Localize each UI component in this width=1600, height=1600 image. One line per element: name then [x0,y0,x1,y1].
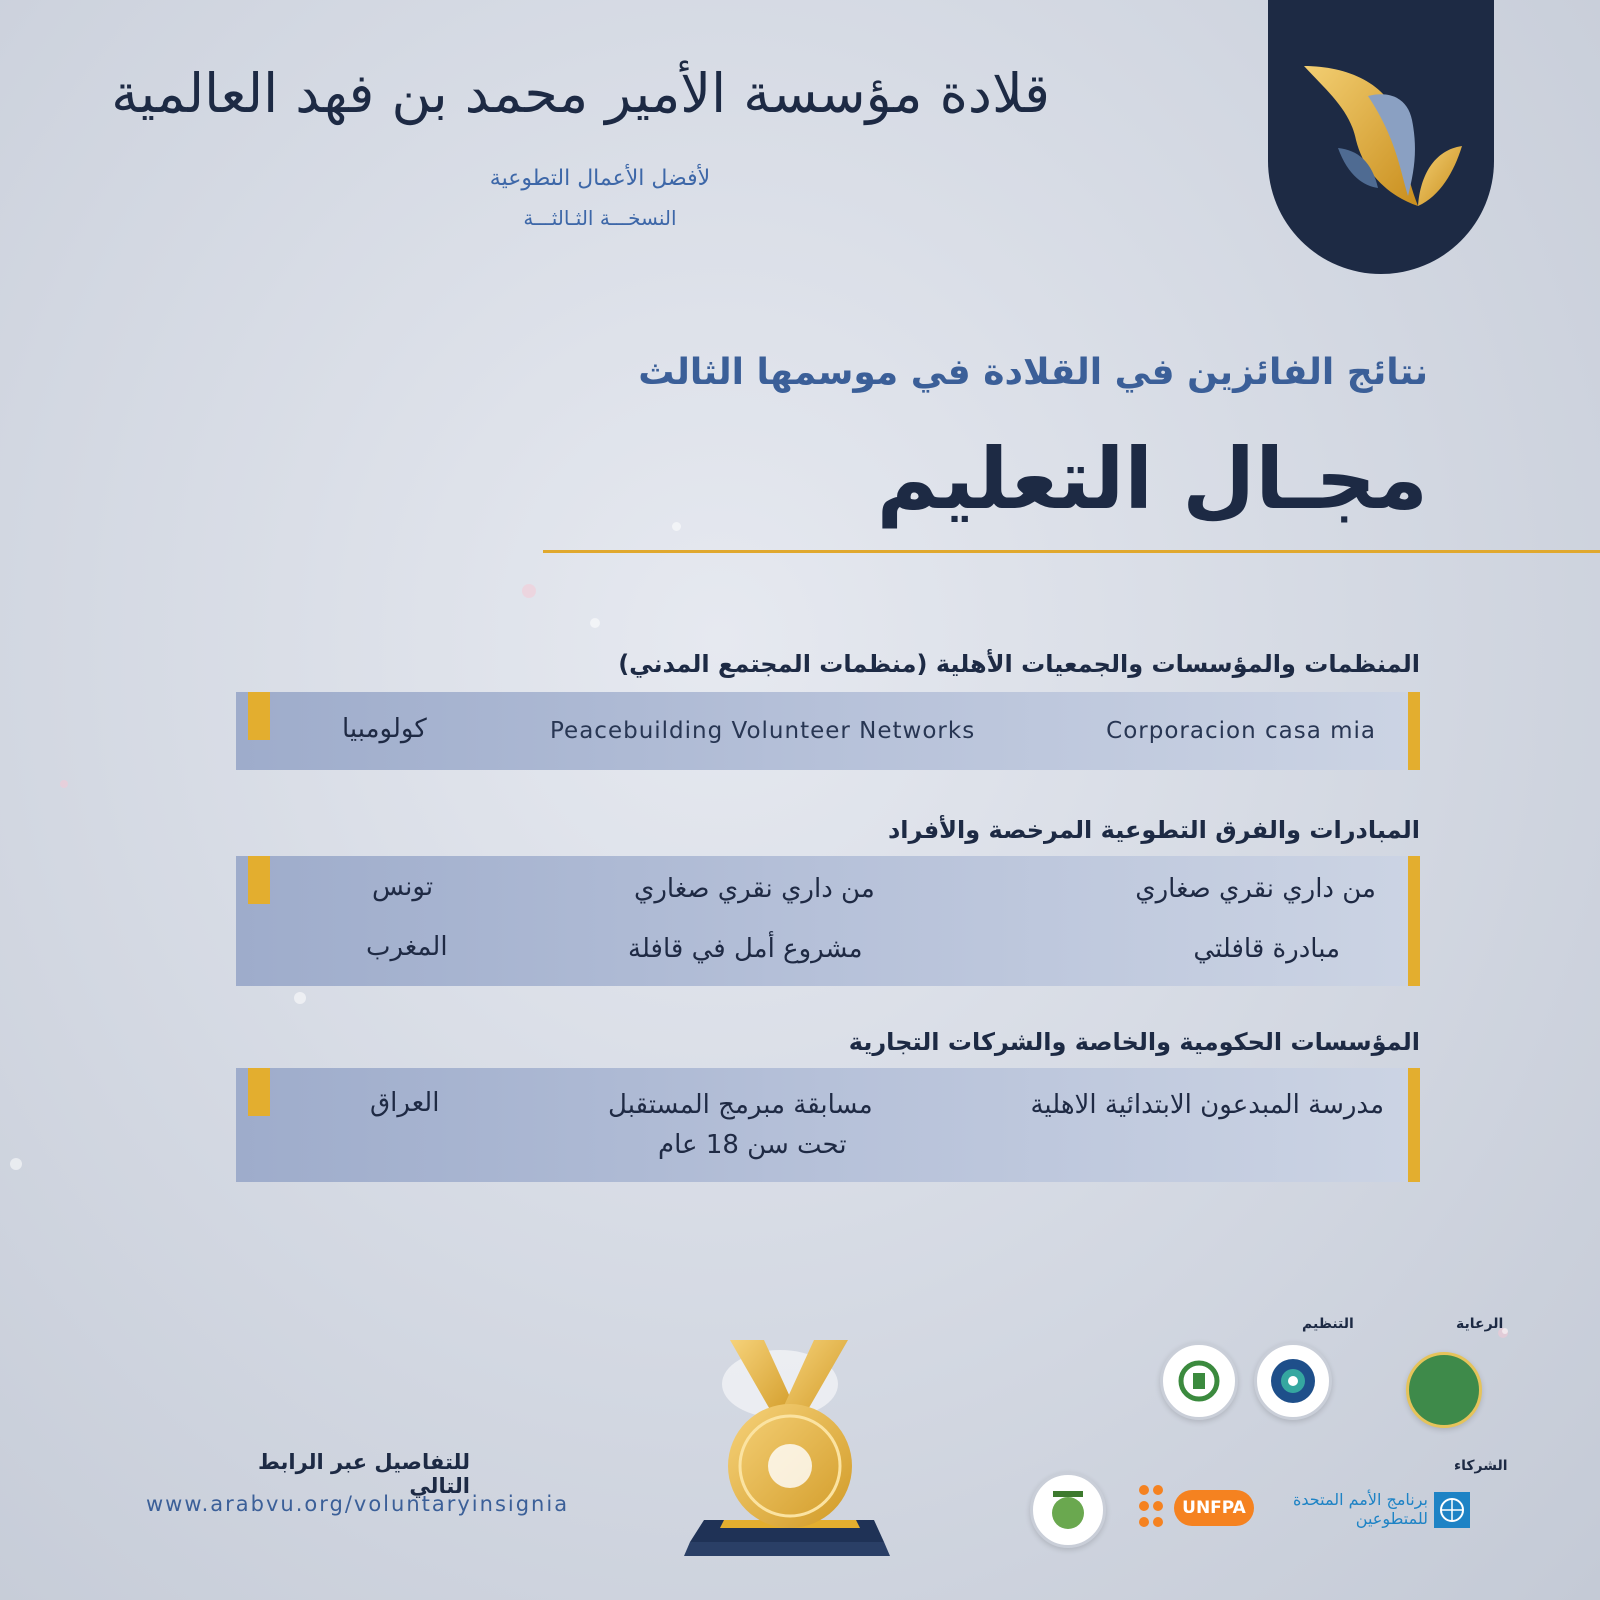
arab-planning-institute-logo-icon [1030,1472,1106,1548]
winner-country: العراق [370,1088,440,1118]
header-edition: النسخـــة الثـالثـــة [523,206,677,230]
band-accent-left [248,856,270,904]
winner-organization: مدرسة المبدعون الابتدائية الاهلية [1030,1090,1384,1120]
header-subtitle: لأفضل الأعمال التطوعية [489,166,711,191]
sponsorship-label: الرعاية [1456,1316,1504,1332]
decor-sparkle [672,522,681,531]
winner-country: تونس [372,872,434,902]
category-title: المؤسسات الحكومية والخاصة والشركات التجارية [848,1028,1420,1056]
field-title: مجـال التعليم [876,430,1428,528]
winner-organization: من داري نقري صغاري [1135,874,1376,904]
winner-country: كولومبيا [342,714,427,744]
decor-sparkle [60,780,68,788]
category-title: المنظمات والمؤسسات والجمعيات الأهلية (منظمات المجتمع المدني) [618,650,1420,678]
header-title: قلادة مؤسسة الأمير محمد بن فهد العالمية [111,62,1050,125]
results-headline: نتائج الفائزين في القلادة في موسمها الثالث [638,352,1428,393]
decor-sparkle [294,992,306,1004]
winner-project: مشروع أمل في قافلة [628,934,863,964]
arab-league-logo-icon [1406,1352,1482,1428]
medal-trophy-image [660,1330,920,1580]
band-accent-left [248,1068,270,1116]
foundation-logo-icon [1268,0,1494,274]
band-accent-right [1408,856,1420,986]
winners-band [236,1068,1420,1182]
unfpa-dots-icon [1138,1484,1178,1528]
unv-text: برنامج الأمم المتحدة للمتطوعين [1293,1490,1428,1528]
band-accent-right [1408,1068,1420,1182]
winners-band [236,692,1420,770]
unfpa-logo: UNFPA [1174,1490,1254,1526]
header-logo-badge [1268,0,1494,274]
footer-url-link[interactable]: www.arabvu.org/voluntaryinsignia [146,1492,570,1516]
winner-country: المغرب [366,932,448,962]
medal-icon [660,1330,920,1580]
winners-band [236,856,1420,986]
band-accent-left [248,692,270,740]
organization-label: التنظيم [1302,1316,1354,1332]
footer-details-label: للتفاصيل عبر الرابط التالي [258,1450,470,1498]
decor-sparkle [590,618,600,628]
category-title: المبادرات والفرق التطوعية المرخصة والأفراد [887,816,1420,844]
decor-sparkle [522,584,536,598]
partners-label: الشركاء [1454,1458,1508,1474]
winner-project: مسابقة مبرمج المستقبل [608,1090,873,1120]
decor-sparkle [10,1158,22,1170]
winner-organization: Corporacion casa mia [1106,718,1376,744]
winner-project-line2: تحت سن 18 عام [658,1130,847,1160]
foundation-seal-logo-icon [1254,1342,1332,1420]
band-accent-right [1408,692,1420,770]
gold-divider [543,550,1600,553]
winner-project: Peacebuilding Volunteer Networks [550,718,976,744]
un-emblem-icon [1434,1492,1470,1528]
winner-project: من داري نقري صغاري [634,874,875,904]
winner-organization: مبادرة قافلتي [1193,934,1340,964]
arab-voluntary-union-logo-icon [1160,1342,1238,1420]
